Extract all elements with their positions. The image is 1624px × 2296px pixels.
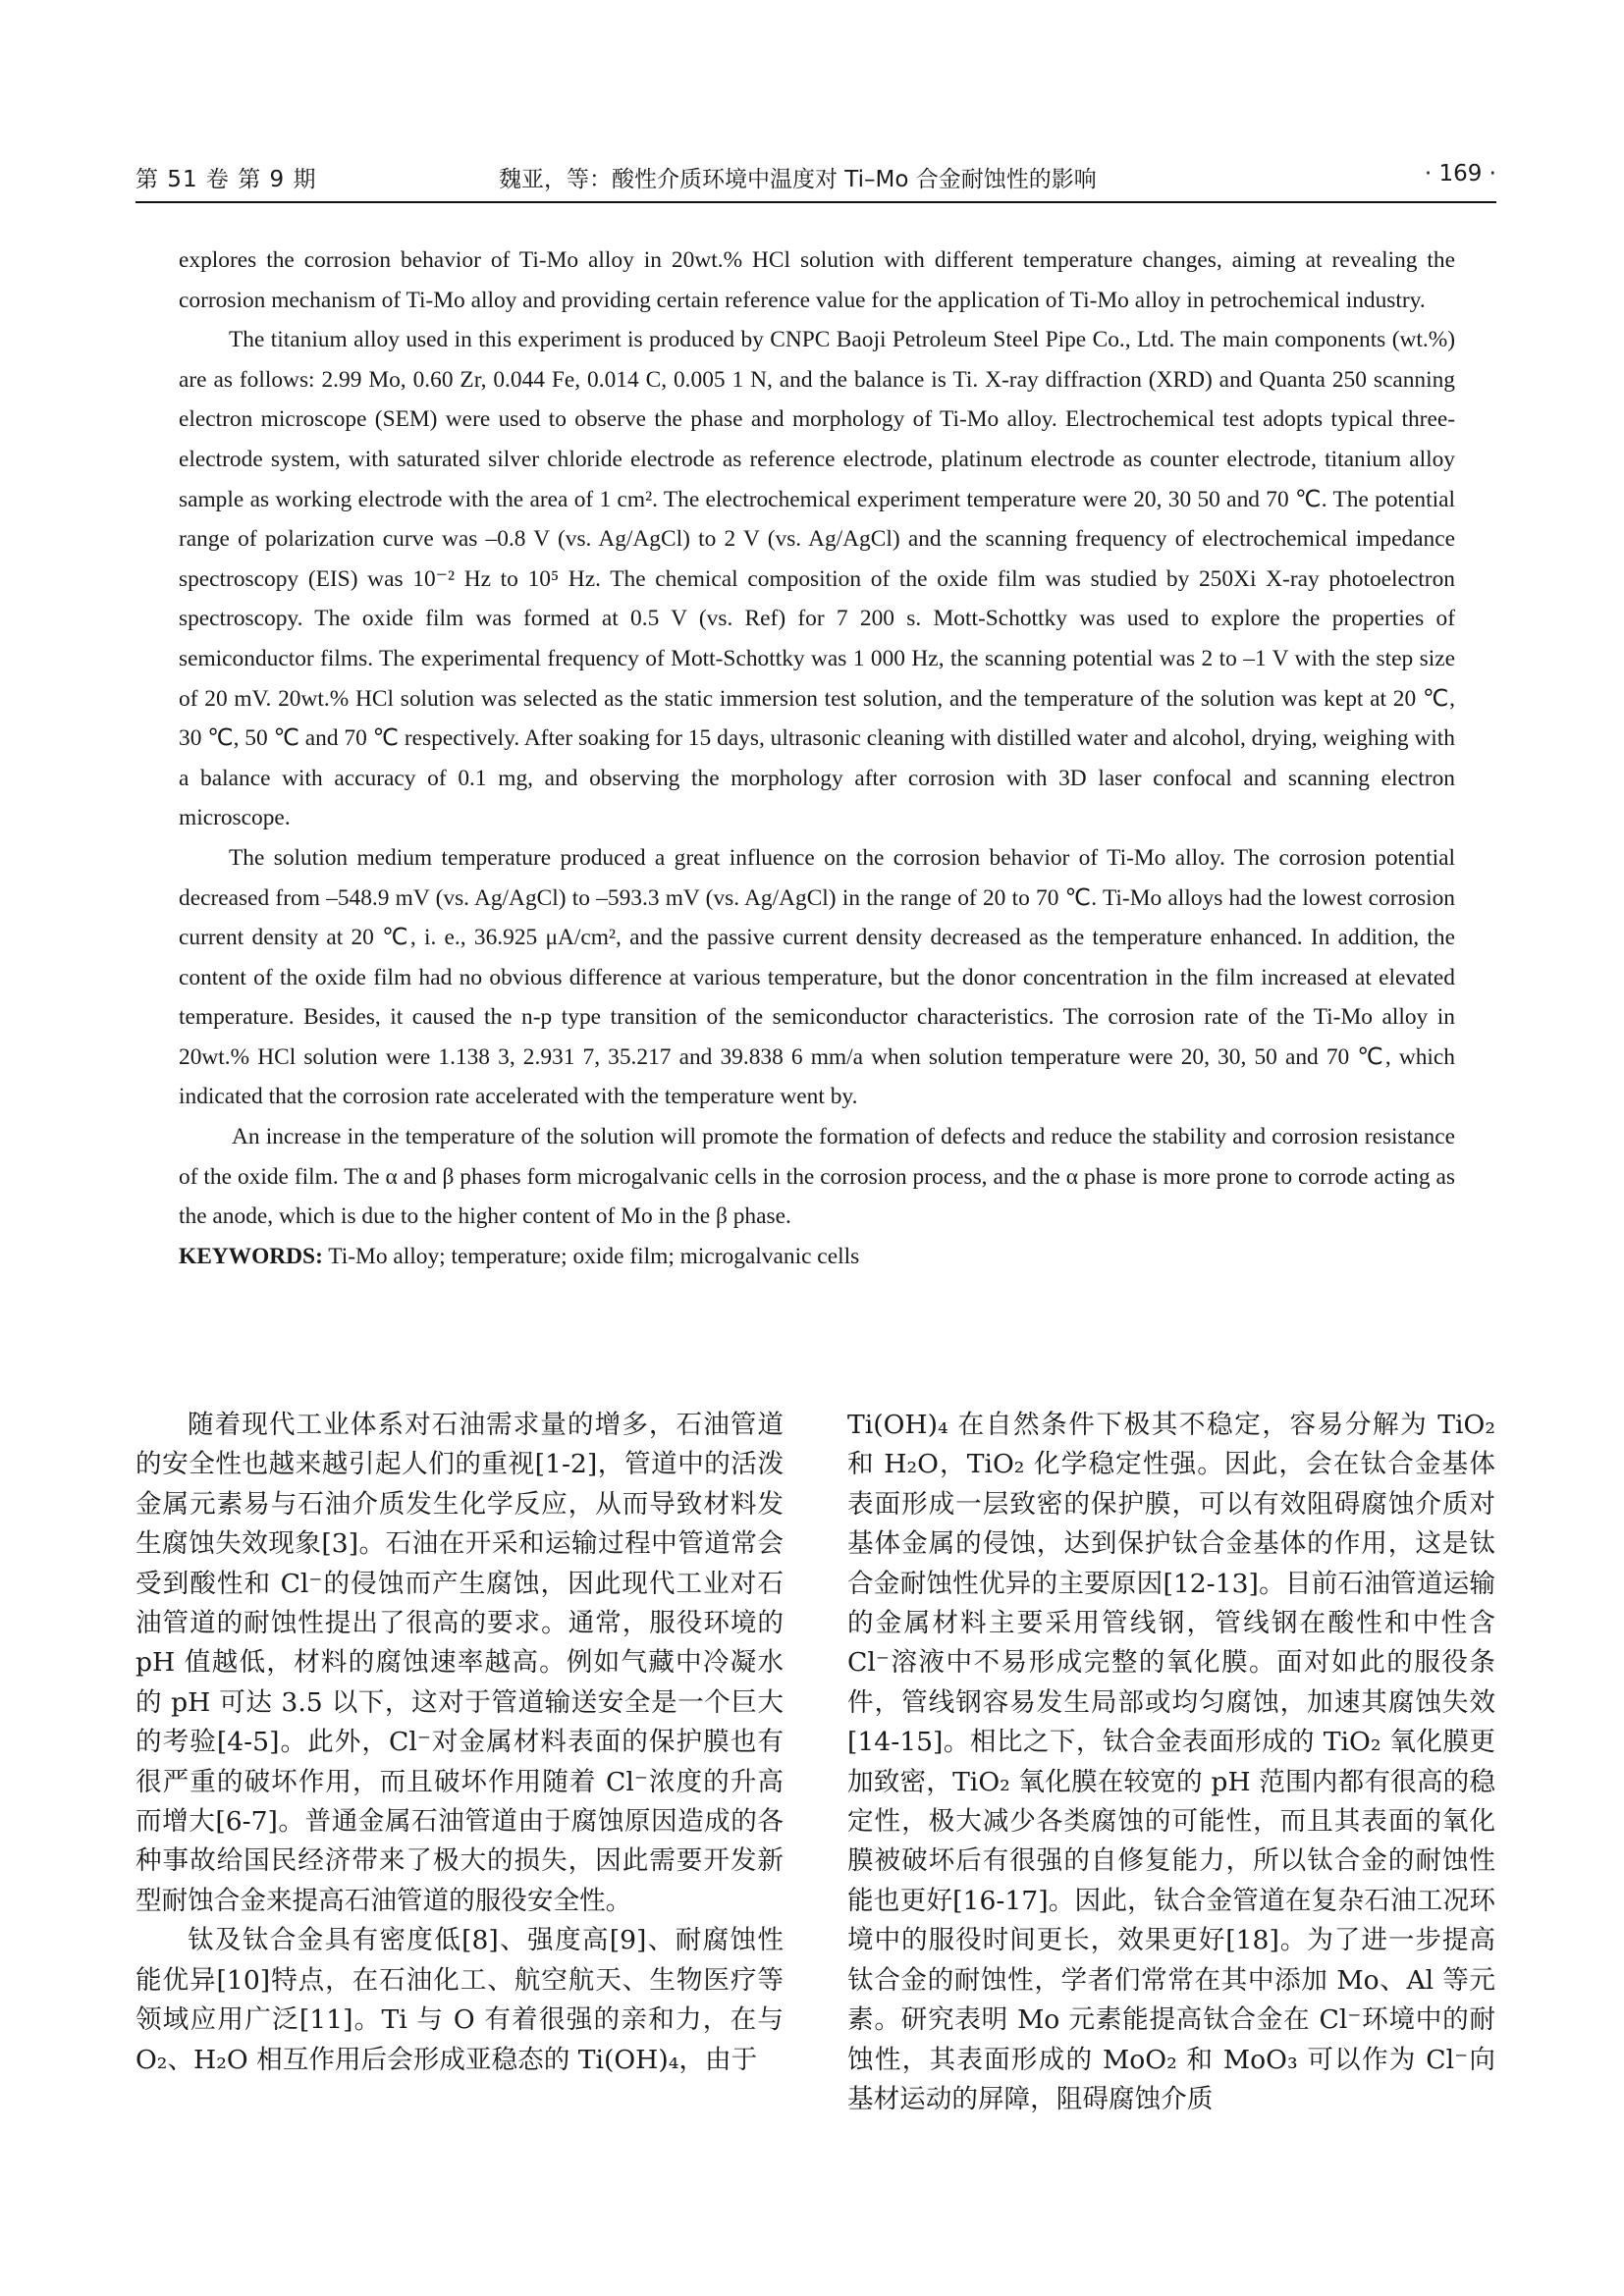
abstract-paragraph-1: explores the corrosion behavior of Ti-Mo alloy in 20wt.% HCl solution with different temperature changes, aiming at revealing the corrosion mechanism of Ti-Mo alloy and providing certain reference value for the application of Ti-Mo alloy in petrochemical industry. <box>179 247 1455 313</box>
running-header <box>135 157 1496 196</box>
body-paragraph-2-continued: Ti(OH)₄ 在自然条件下极其不稳定，容易分解为 TiO₂ 和 H₂O，TiO₂ 化学稳定性强。因此，会在钛合金基体表面形成一层致密的保护膜，可以有效阻碍腐蚀介质对基体金属的侵蚀，达到保护钛合金基体的作用，这是钛合金耐蚀性优异的主要原因[12-13]。目前石油管道运输的金属材料主要采用管线钢，管线钢在酸性和中性含 Cl⁻溶液中不易形成完整的氧化膜。面对如此的服役条件，管线钢容易发生局部或均匀腐蚀，加速其腐蚀失效[14-15]。相比之下，钛合金表面形成的 TiO₂ 氧化膜更加致密，TiO₂ 氧化膜在较宽的 pH 范围内都有很高的稳定性，极大减少各类腐蚀的可能性，而且其表面的氧化膜被破坏后有很强的自修复能力，所以钛合金的耐蚀性能也更好[16-17]。因此，钛合金管道在复杂石油工况环境中的服役时间更长，效果更好[18]。为了进一步提高钛合金的耐蚀性，学者们常常在其中添加 Mo、Al 等元素。研究表明 Mo 元素能提高钛合金在 Cl⁻环境中的耐蚀性，其表面形成的 MoO₂ 和 MoO₃ 可以作为 Cl⁻向基材运动的屏障，阻碍腐蚀介质 <box>847 1410 1495 2114</box>
body-paragraph-1: 随着现代工业体系对石油需求量的增多，石油管道的安全性也越来越引起人们的重视[1-2]，管道中的活泼金属元素易与石油介质发生化学反应，从而导致材料发生腐蚀失效现象[3]。石油在开采和运输过程中管道常会受到酸性和 Cl⁻的侵蚀而产生腐蚀，因此现代工业对石油管道的耐蚀性提出了很高的要求。通常，服役环境的 pH 值越低，材料的腐蚀速率越高。例如气藏中冷凝水的 pH 可达 3.5 以下，这对于管道输送安全是一个巨大的考验[4-5]。此外，Cl⁻对金属材料表面的保护膜也有很严重的破坏作用，而且破坏作用随着 Cl⁻浓度的升高而增大[6-7]。普通金属石油管道由于腐蚀原因造成的各种事故给国民经济带来了极大的损失，因此需要开发新型耐蚀合金来提高石油管道的服役安全性。 <box>135 1410 784 1916</box>
keywords-line <box>179 1237 1455 1277</box>
body-columns <box>135 1406 1496 2171</box>
abstract-paragraph-2: The titanium alloy used in this experiment is produced by CNPC Baoji Petroleum Steel Pipe Co., Ltd. The main components (wt.%) are as follows: 2.99 Mo, 0.60 Zr, 0.044 Fe, 0.014 C, 0.005 1 N, and the balance is Ti. X-ray diffraction (XRD) and Quanta 250 scanning electron microscope (SEM) were used to observe the phase and morphology of Ti-Mo alloy. Electrochemical test adopts typical three-electrode system, with saturated silver chloride electrode as reference electrode, platinum electrode as counter electrode, titanium alloy sample as working electrode with the area of 1 cm². The electrochemical experiment temperature were 20, 30 50 and 70 ℃. The potential range of polarization curve was –0.8 V (vs. Ag/AgCl) to 2 V (vs. Ag/AgCl) and the scanning frequency of electrochemical impedance spectroscopy (EIS) was 10⁻² Hz to 10⁵ Hz. The chemical composition of the oxide film was studied by 250Xi X-ray photoelectron spectroscopy. The oxide film was formed at 0.5 V (vs. Ref) for 7 200 s. Mott-Schottky was used to explore the properties of semiconductor films. The experimental frequency of Mott-Schottky was 1 000 Hz, the scanning potential was 2 to –1 V with the step size of 20 mV. 20wt.% HCl solution was selected as the static immersion test solution, and the temperature of the solution was kept at 20 ℃, 30 ℃, 50 ℃ and 70 ℃ respectively. After soaking for 15 days, ultrasonic cleaning with distilled water and alcohol, drying, weighing with a balance with accuracy of 0.1 mg, and observing the morphology after corrosion with 3D laser confocal and scanning electron microscope. <box>179 327 1455 831</box>
running-title: 魏亚，等：酸性介质环境中温度对 Ti–Mo 合金耐蚀性的影响 <box>499 167 1097 192</box>
header-rule <box>135 201 1496 203</box>
english-abstract <box>179 240 1455 1276</box>
keywords-label: KEYWORDS: <box>179 1243 323 1269</box>
left-column <box>135 1406 784 2080</box>
right-column <box>847 1406 1495 2119</box>
abstract-paragraph-3: The solution medium temperature produced a great influence on the corrosion behavior of Ti-Mo alloy. The corrosion potential decreased from –548.9 mV (vs. Ag/AgCl) to –593.3 mV (vs. Ag/AgCl) in the range of 20 to 70 ℃. Ti-Mo alloys had the lowest corrosion current density at 20 ℃, i. e., 36.925 μA/cm², and the passive current density decreased as the temperature enhanced. In addition, the content of the oxide film had no obvious difference at various temperature, but the donor concentration in the film increased at elevated temperature. Besides, it caused the n-p type transition of the semiconductor characteristics. The corrosion rate of the Ti-Mo alloy in 20wt.% HCl solution were 1.138 3, 2.931 7, 35.217 and 39.838 6 mm/a when solution temperature were 20, 30, 50 and 70 ℃, which indicated that the corrosion rate accelerated with the temperature went by. <box>179 844 1455 1110</box>
page-number: · 169 · <box>1424 161 1496 187</box>
keywords-list: Ti-Mo alloy; temperature; oxide film; microgalvanic cells <box>322 1243 860 1269</box>
abstract-paragraph-4: An increase in the temperature of the solution will promote the formation of defects and reduce the stability and corrosion resistance of the oxide film. The α and β phases form microgalvanic cells in the corrosion process, and the α phase is more prone to corrode acting as the anode, which is due to the higher content of Mo in the β phase. <box>179 1124 1455 1230</box>
volume-issue: 第 51 卷 第 9 期 <box>135 167 317 192</box>
body-paragraph-2: 钛及钛合金具有密度低[8]、强度高[9]、耐腐蚀性能优异[10]特点，在石油化工、航空航天、生物医疗等领域应用广泛[11]。Ti 与 O 有着很强的亲和力，在与 O₂、H₂O 相互作用后会形成亚稳态的 Ti(OH)₄，由于 <box>135 1925 784 2075</box>
